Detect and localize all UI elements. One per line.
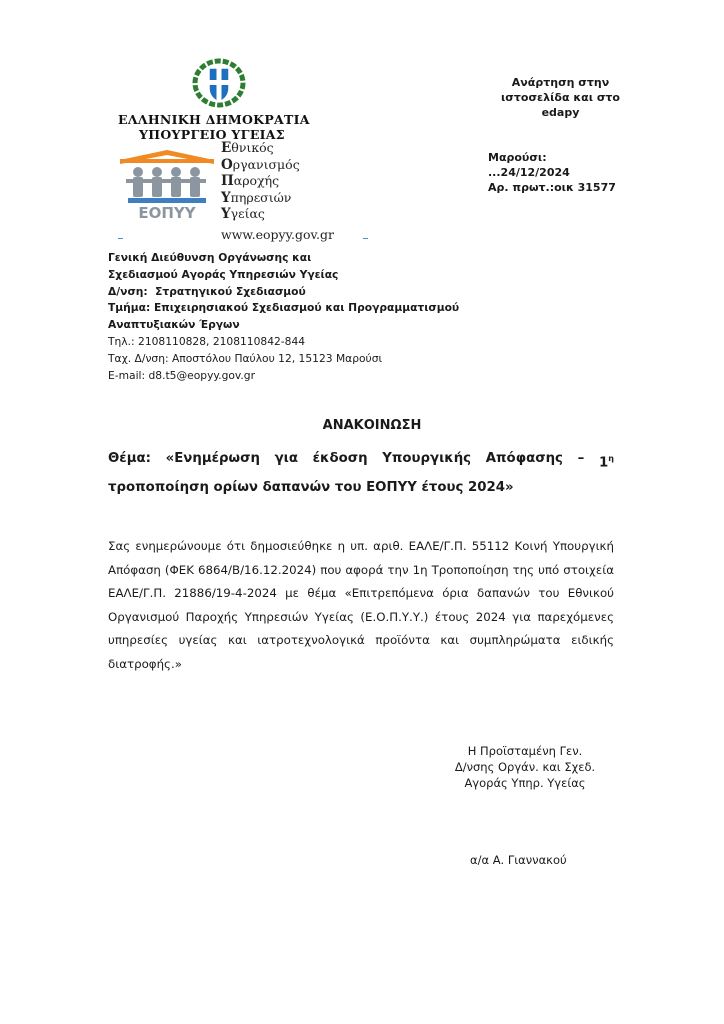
logo-text: ΕΟΠΥΥ xyxy=(138,204,196,220)
posting-notice: Ανάρτηση στην ιστοσελίδα και στο edapy xyxy=(501,76,620,119)
date: ...24/12/2024 xyxy=(488,166,570,179)
announcement-body: Σας ενημερώνουμε ότι δημοσιεύθηκε η υπ. αριθ. ΕΑΛΕ/Γ.Π. 55112 Κοινή Υπουργική Απόφαση (ΦΕΚ 6864/Β/16.12.2024) που αφορά την 1η Τροποποίηση της υπό στοιχεία ΕΑΛΕ/Γ.Π. 21886/19-4-2024 με θέμα «Επιτρεπόμενα όρια δαπανών του Εθνικού Οργανισμού Παροχής Υπηρεσιών Υγείας (Ε.Ο.Π.Υ.Υ.) έτους 2024 για παρεχόμενες υπηρεσίες υγείας και ιατροτεχνολογικά προϊόντα και συμπληρώματα ειδικής διατροφής.» xyxy=(108,539,614,671)
republic-heading: ΕΛΛΗΝΙΚΗ ΔΗΜΟΚΡΑΤΙΑ xyxy=(118,112,310,127)
email: E-mail: d8.t5@eopyy.gov.gr xyxy=(108,368,255,382)
signer-name: α/α Α. Γιαννακού xyxy=(470,853,567,867)
ministry-heading: ΥΠΟΥΡΓΕΙΟ ΥΓΕΙΑΣ xyxy=(139,127,285,142)
department-info: Γενική Διεύθυνση Οργάνωσης και Σχεδιασμού Αγοράς Υπηρεσιών Υγείας Δ/νση: Στρατηγικού Σχεδιασμού Τμήμα: Επιχειρησιακού Σχεδιασμού και Προγραμματισμού Αναπτυξιακών Έργων Τηλ.: 2108110828, 2108110842-844 Ταχ. Δ/νση: Αποστόλου Παύλου 12, 15123 Μαρούσι E-mail: d8.t5@eopyy.gov.gr xyxy=(108,250,459,384)
place: Μαρούσι: xyxy=(488,151,547,164)
organization-name: Εθνικός Οργανισμός Παροχής Υπηρεσιών Υγείας xyxy=(221,140,300,222)
eopyy-logo xyxy=(118,146,216,220)
address: Ταχ. Δ/νση: Αποστόλου Παύλου 12, 15123 Μαρούσι xyxy=(108,351,383,365)
greek-emblem-icon xyxy=(191,58,247,108)
people-icon xyxy=(126,167,206,197)
signature-title: Η Προϊσταμένη Γεν. Δ/νσης Οργάν. και Σχεδ. Αγοράς Υπηρ. Υγείας xyxy=(454,744,596,790)
announcement-title: ΑΝΑΚΟΙΝΩΣΗ xyxy=(322,418,422,433)
document-meta xyxy=(488,150,616,195)
subject: Θέμα: «Ενημέρωση για έκδοση Υπουργικής Απόφασης – $1^\eta$ τροποποίηση ορίων δαπανών του ΕΟΠΥΥ έτους 2024» xyxy=(108,451,614,496)
divider-mark xyxy=(363,238,368,239)
divider-mark xyxy=(118,238,123,239)
phone: Τηλ.: 2108110828, 2108110842-844 xyxy=(108,334,306,348)
website-link[interactable]: www.eopyy.gov.gr xyxy=(221,227,335,242)
protocol-number: Αρ. πρωτ.:οικ 31577 xyxy=(488,181,616,194)
